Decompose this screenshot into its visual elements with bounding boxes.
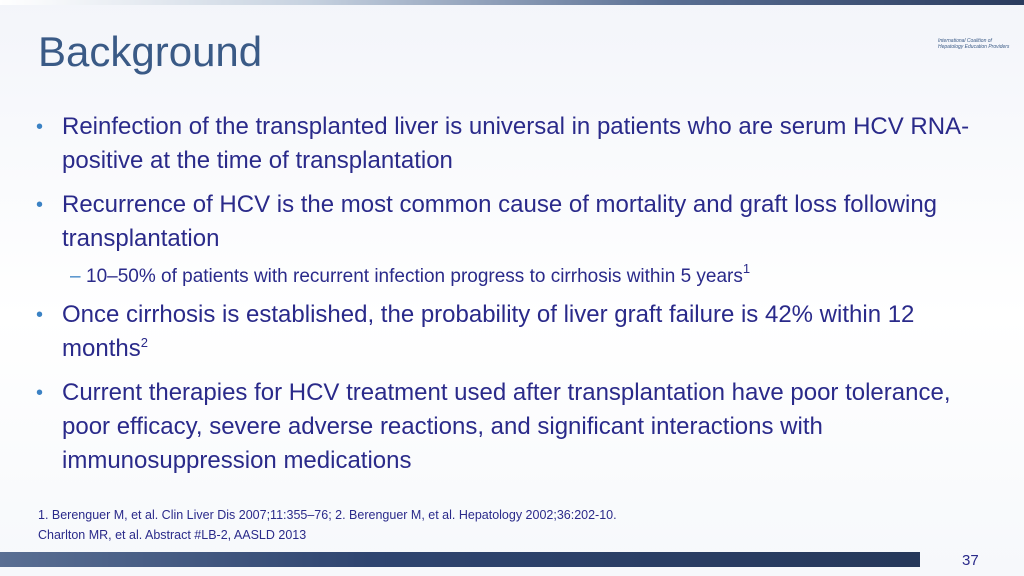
logo-line-1: International Coalition of	[938, 38, 992, 44]
bullet-text: Recurrence of HCV is the most common cause of mortality and graft loss following transplantation	[62, 191, 938, 252]
references	[38, 505, 617, 545]
bullet-item	[30, 298, 1000, 366]
bullet-item	[30, 110, 1000, 178]
sub-bullet-item	[30, 262, 1000, 292]
slide-title: Background	[38, 28, 263, 75]
citation-superscript: 1	[742, 261, 751, 276]
sub-bullet-text: 10–50% of patients with recurrent infection progress to cirrhosis within 5 years	[86, 266, 743, 287]
bullet-item	[30, 376, 1000, 478]
top-accent-bar	[0, 0, 1024, 5]
bullet-text: Once cirrhosis is established, the probability of liver graft failure is 42% within 12 months	[62, 301, 915, 362]
citation-superscript: 2	[140, 335, 148, 350]
bullet-text: Reinfection of the transplanted liver is universal in patients who are serum HCV RNA-positive at the time of transplantation	[62, 113, 970, 174]
bullet-list	[30, 110, 1000, 488]
reference-line: Charlton MR, et al. Abstract #LB-2, AASLD 2013	[38, 528, 307, 542]
page-number: 37	[962, 552, 979, 569]
logo-line-2: Hepatology Education Providers	[938, 44, 1010, 50]
organization-logo	[938, 38, 1018, 50]
bullet-text: Current therapies for HCV treatment used after transplantation have poor tolerance, poor efficacy, severe adverse reactions, and significant interactions with immunosuppression medications	[62, 379, 951, 474]
reference-line: 1. Berenguer M, et al. Clin Liver Dis 2007;11:355–76; 2. Berenguer M, et al. Hepatology 2002;36:202-10.	[38, 508, 617, 522]
bullet-item	[30, 188, 1000, 256]
bottom-accent-bar	[0, 552, 920, 567]
